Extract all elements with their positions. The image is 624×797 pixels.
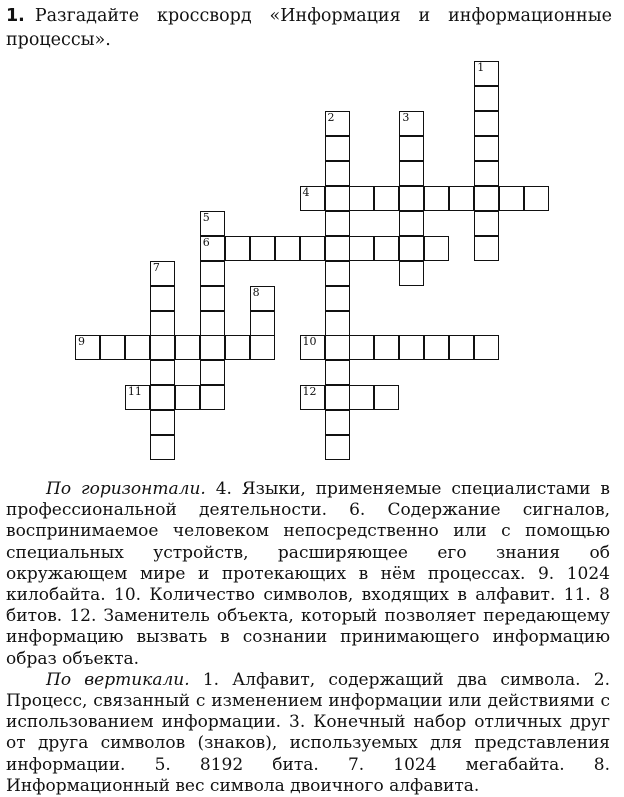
crossword-cell[interactable] xyxy=(474,211,499,236)
crossword-cell[interactable] xyxy=(300,335,325,360)
crossword-cell[interactable] xyxy=(200,360,225,385)
task-text: Разгадайте кроссворд «Информация и информационные процессы». xyxy=(6,6,612,50)
crossword-cell[interactable] xyxy=(374,186,399,211)
crossword-cell[interactable] xyxy=(250,286,275,311)
cell-number: 10 xyxy=(302,335,317,349)
vertical-heading: По вертикали. xyxy=(46,669,190,690)
vertical-clues-text: 1. Алфавит, содержащий два символа. 2. Процесс, связанный с изменением информации или действиями с использованием информации. 3. Конечный набор отличных друг от друга символов (знаков), используемых для представления информации. 5. 8192 бита. 7. 1024 мегабайта. 8. Информационный вес символа двоичного алфавита. xyxy=(6,669,610,796)
crossword-cell[interactable] xyxy=(150,435,175,460)
crossword-cell[interactable] xyxy=(300,236,325,261)
cell-number: 5 xyxy=(202,210,210,224)
crossword-cell[interactable] xyxy=(474,61,499,86)
cell-number: 3 xyxy=(402,110,410,124)
vertical-clues xyxy=(6,670,610,797)
crossword-cell[interactable] xyxy=(300,385,325,410)
clues-block xyxy=(6,479,610,797)
crossword-cell[interactable] xyxy=(325,186,350,211)
crossword-cell[interactable] xyxy=(325,311,350,336)
crossword-cell[interactable] xyxy=(325,211,350,236)
cell-number: 11 xyxy=(127,385,142,399)
crossword-cell[interactable] xyxy=(125,385,150,410)
crossword-cell[interactable] xyxy=(449,186,474,211)
crossword-cell[interactable] xyxy=(474,136,499,161)
crossword-cell[interactable] xyxy=(150,385,175,410)
crossword-cell[interactable] xyxy=(150,261,175,286)
crossword-cell[interactable] xyxy=(424,186,449,211)
crossword-cell[interactable] xyxy=(325,136,350,161)
crossword-cell[interactable] xyxy=(250,236,275,261)
crossword-cell[interactable] xyxy=(349,186,374,211)
crossword-cell[interactable] xyxy=(325,335,350,360)
horizontal-heading: По горизонтали. xyxy=(46,479,206,499)
crossword-cell[interactable] xyxy=(349,385,374,410)
crossword-cell[interactable] xyxy=(250,311,275,336)
crossword-cell[interactable] xyxy=(175,335,200,360)
crossword-cell[interactable] xyxy=(399,161,424,186)
crossword-cell[interactable] xyxy=(200,286,225,311)
crossword-cell[interactable] xyxy=(325,385,350,410)
crossword-cell[interactable] xyxy=(474,236,499,261)
crossword-cell[interactable] xyxy=(225,335,250,360)
crossword-cell[interactable] xyxy=(349,236,374,261)
crossword-cell[interactable] xyxy=(399,236,424,261)
crossword-cell[interactable] xyxy=(325,435,350,460)
crossword-cell[interactable] xyxy=(325,286,350,311)
crossword-cell[interactable] xyxy=(175,385,200,410)
crossword-cell[interactable] xyxy=(499,186,524,211)
crossword-cell[interactable] xyxy=(399,136,424,161)
crossword-cell[interactable] xyxy=(399,261,424,286)
crossword-cell[interactable] xyxy=(399,186,424,211)
cell-number: 4 xyxy=(302,185,310,199)
crossword-cell[interactable] xyxy=(325,261,350,286)
crossword-cell[interactable] xyxy=(200,261,225,286)
crossword-cell[interactable] xyxy=(399,111,424,136)
crossword-cell[interactable] xyxy=(325,161,350,186)
crossword-cell[interactable] xyxy=(374,335,399,360)
crossword-cell[interactable] xyxy=(325,410,350,435)
crossword-cell[interactable] xyxy=(424,236,449,261)
crossword-cell[interactable] xyxy=(200,311,225,336)
crossword-cell[interactable] xyxy=(75,335,100,360)
crossword-cell[interactable] xyxy=(300,186,325,211)
crossword-cell[interactable] xyxy=(424,335,449,360)
horizontal-clues-text: 4. Языки, применяемые специалистами в профессиональной деятельности. 6. Содержание сигналов, воспринимаемое человеком непосредственно или с помощью специальных устройств, расширяющее его знания об окружающем мире и протекающих в нём процессах. 9. 1024 килобайта. 10. Количество символов, входящих в алфавит. 11. 8 битов. 12. Заменитель объекта, который позволяет передающему информацию вызвать в сознании принимающего информацию образ объекта. xyxy=(6,479,610,669)
crossword-cell[interactable] xyxy=(100,335,125,360)
crossword-cell[interactable] xyxy=(399,211,424,236)
crossword-cell[interactable] xyxy=(150,335,175,360)
crossword-cell[interactable] xyxy=(325,111,350,136)
crossword-cell[interactable] xyxy=(200,385,225,410)
crossword-cell[interactable] xyxy=(250,335,275,360)
cell-number: 2 xyxy=(327,110,335,124)
cell-number: 7 xyxy=(152,260,160,274)
crossword-cell[interactable] xyxy=(349,335,374,360)
cell-number: 12 xyxy=(302,385,317,399)
cell-number: 9 xyxy=(78,335,85,349)
crossword-cell[interactable] xyxy=(200,335,225,360)
horizontal-clues xyxy=(6,479,610,670)
crossword-cell[interactable] xyxy=(150,286,175,311)
crossword-cell[interactable] xyxy=(150,360,175,385)
crossword-cell[interactable] xyxy=(200,236,225,261)
cell-number: 6 xyxy=(202,235,210,249)
crossword-cell[interactable] xyxy=(275,236,300,261)
crossword-cell[interactable] xyxy=(125,335,150,360)
cell-number: 1 xyxy=(477,61,485,74)
crossword-cell[interactable] xyxy=(374,385,399,410)
crossword-cell[interactable] xyxy=(474,335,499,360)
crossword-cell[interactable] xyxy=(325,236,350,261)
crossword-cell[interactable] xyxy=(399,335,424,360)
crossword-cell[interactable] xyxy=(374,236,399,261)
cell-number: 8 xyxy=(252,285,260,299)
task-number: 1. xyxy=(6,6,25,26)
crossword-cell[interactable] xyxy=(474,161,499,186)
crossword-cell[interactable] xyxy=(325,360,350,385)
crossword-cell[interactable] xyxy=(474,111,499,136)
crossword-cell[interactable] xyxy=(449,335,474,360)
crossword-cell[interactable] xyxy=(225,236,250,261)
crossword-cell[interactable] xyxy=(474,186,499,211)
crossword-cell[interactable] xyxy=(200,211,225,236)
crossword-cell[interactable] xyxy=(524,186,549,211)
crossword-cell[interactable] xyxy=(150,410,175,435)
crossword-cell[interactable] xyxy=(150,311,175,336)
crossword-cell[interactable] xyxy=(474,86,499,111)
